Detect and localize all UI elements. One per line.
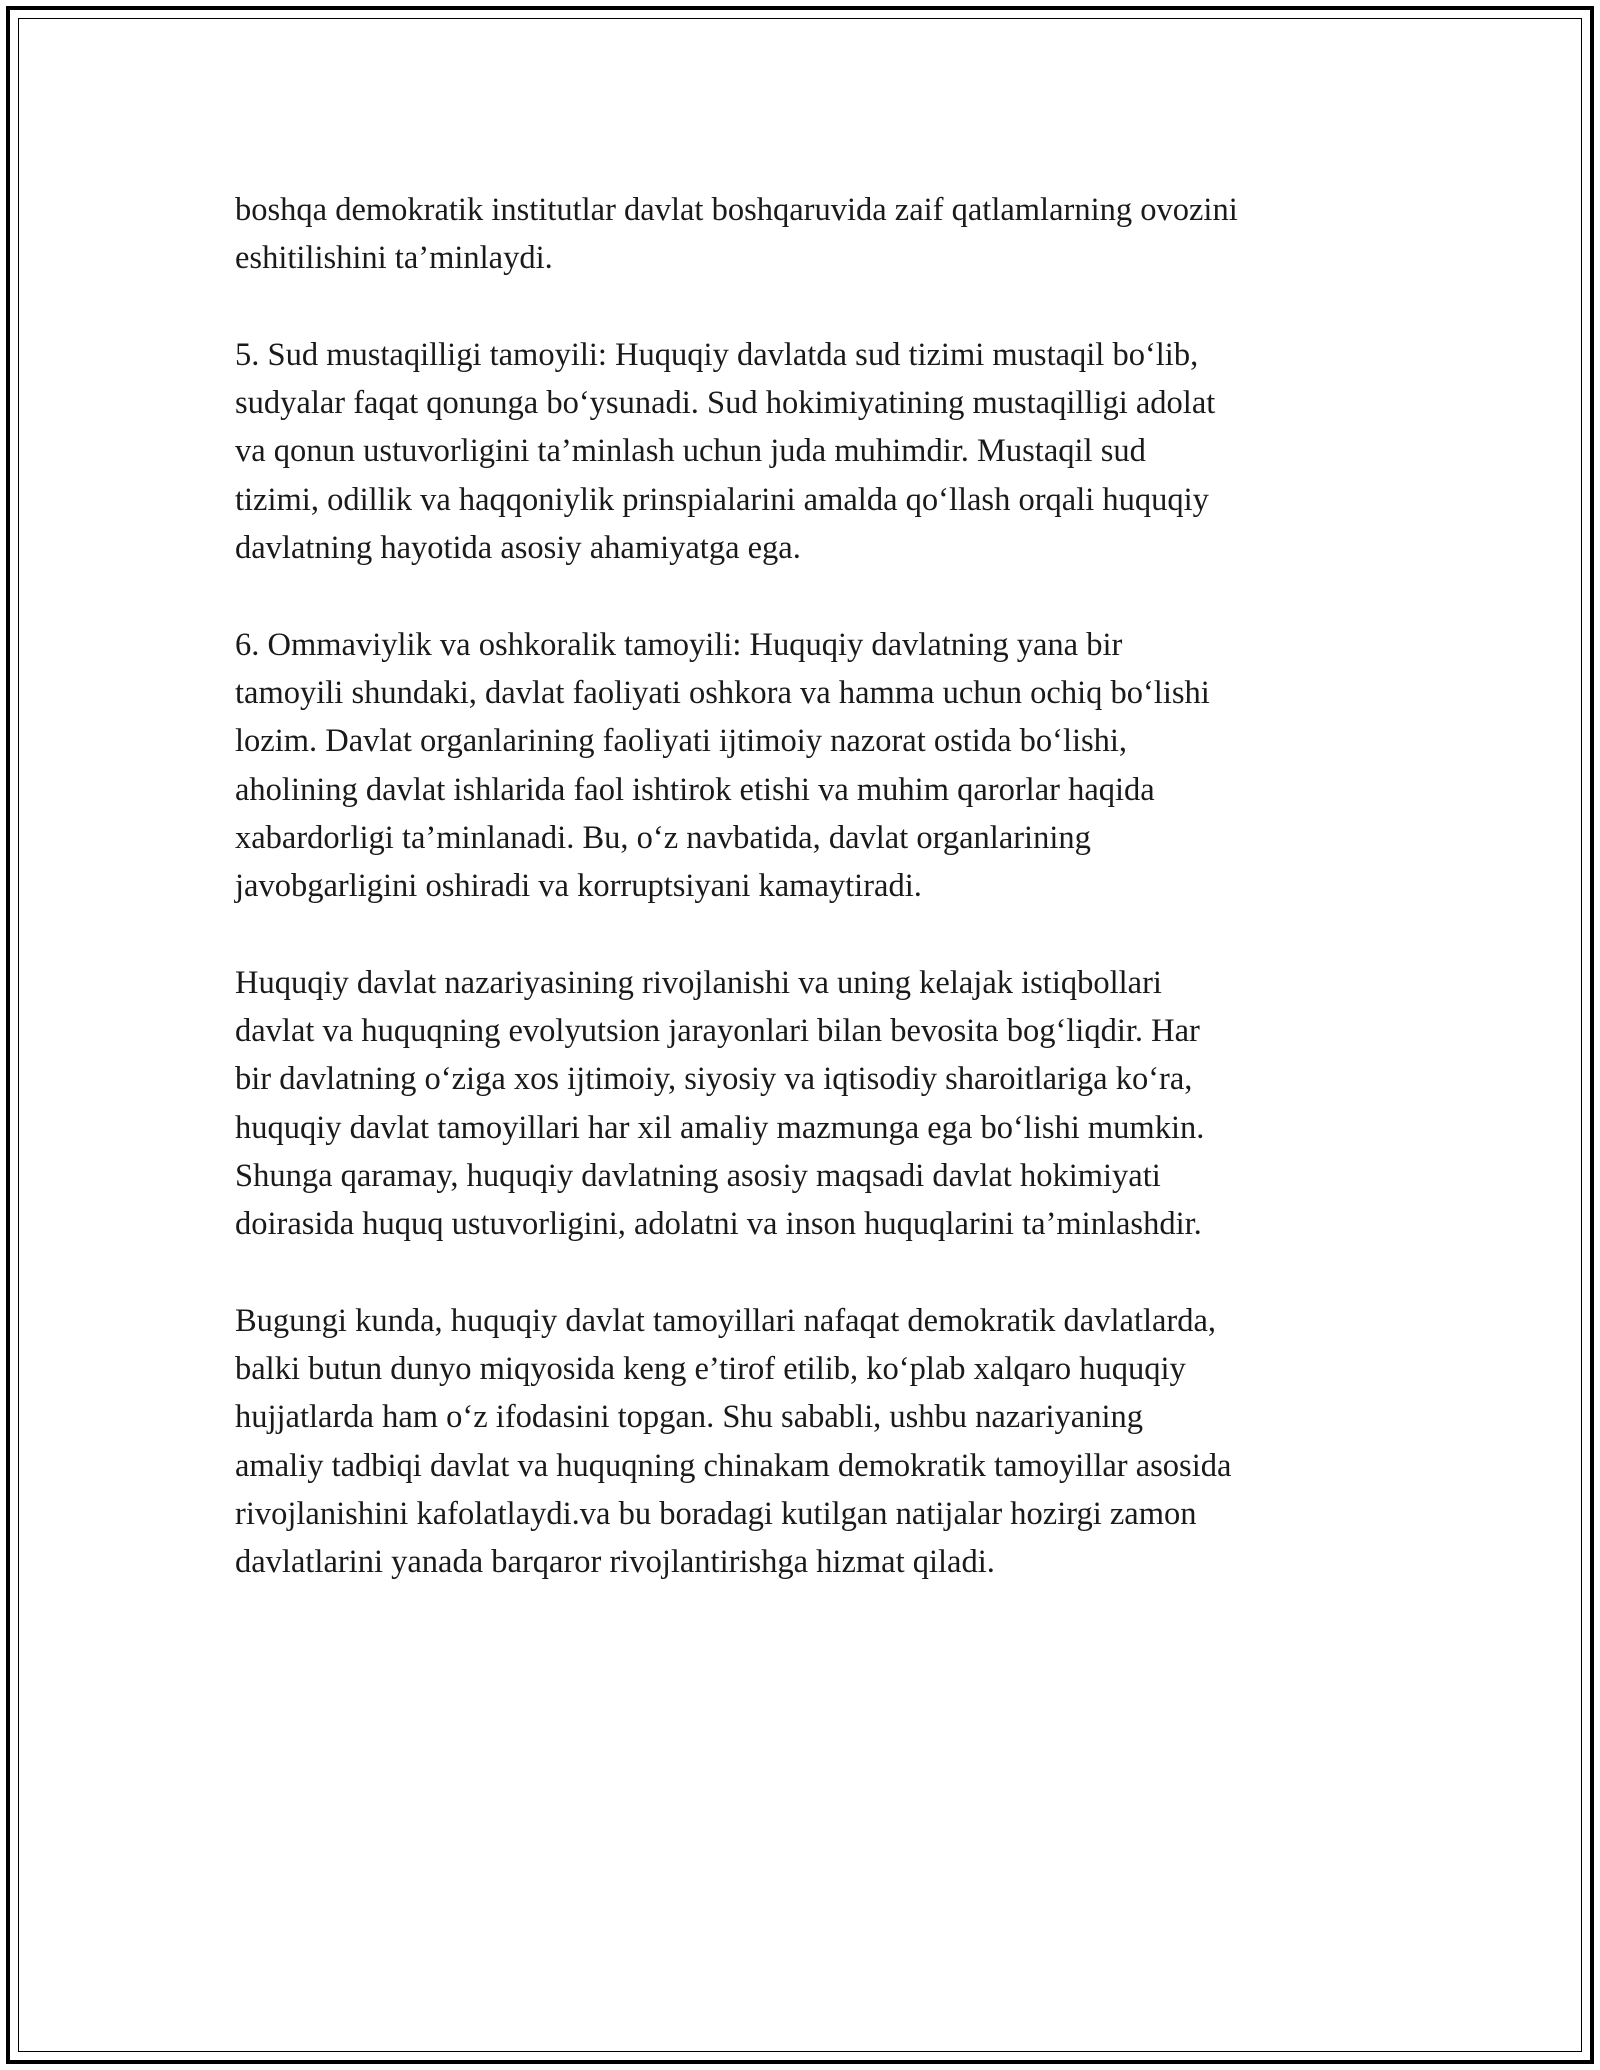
text-line: davlatlarini yanada barqaror rivojlantirishga hizmat qiladi. [235,1544,995,1581]
text-line: doirasida huquq ustuvorligini, adolatni va inson huquqlarini ta’minlashdir. [235,1206,1202,1243]
text-line: 5. Sud mustaqilligi tamoyili: Huquqiy davlatda sud tizimi mustaqil boʻlib, [235,336,1199,373]
paragraph-bugungi-kunda [235,1297,1375,1587]
text-line: hujjatlarda ham oʻz ifodasini topgan. Shu sababli, ushbu nazariyaning [235,1399,1143,1436]
paragraph-nazariya [235,959,1375,1249]
text-line: amaliy tadbiqi davlat va huquqning chinakam demokratik tamoyillar asosida [235,1447,1232,1484]
text-line: lozim. Davlat organlarining faoliyati ijtimoiy nazorat ostida boʻlishi, [235,723,1128,760]
text-line: javobgarligini oshiradi va korruptsiyani kamaytiradi. [235,868,922,905]
text-line: tamoyili shundaki, davlat faoliyati oshkora va hamma uchun ochiq boʻlishi [235,674,1210,711]
text-line: tizimi, odillik va haqqoniylik prinspialarini amalda qoʻllash orqali huquqiy [235,481,1209,518]
text-line: Huquqiy davlat nazariyasining rivojlanishi va uning kelajak istiqbollari [235,964,1162,1001]
text-line: rivojlanishini kafolatlaydi.va bu boradagi kutilgan natijalar hozirgi zamon [235,1496,1197,1533]
text-line: va qonun ustuvorligini ta’minlash uchun juda muhimdir. Mustaqil sud [235,433,1146,470]
text-line: davlatning hayotida asosiy ahamiyatga ega. [235,530,801,567]
text-line: eshitilishini ta’minlaydi. [235,240,553,277]
text-line: bir davlatning oʻziga xos ijtimoiy, siyosiy va iqtisodiy sharoitlariga koʻra, [235,1061,1193,1098]
text-line: xabardorligi ta’minlanadi. Bu, oʻz navbatida, davlat organlarining [235,819,1091,856]
paragraph-continuation [235,186,1375,283]
text-line: davlat va huquqning evolyutsion jarayonlari bilan bevosita bogʻliqdir. Har [235,1013,1200,1050]
text-line: huquqiy davlat tamoyillari har xil amaliy mazmunga ega boʻlishi mumkin. [235,1109,1205,1146]
text-line: aholining davlat ishlarida faol ishtirok etishi va muhim qarorlar haqida [235,771,1155,808]
text-line: Shunga qaramay, huquqiy davlatning asosiy maqsadi davlat hokimiyati [235,1157,1161,1194]
text-line: sudyalar faqat qonunga boʻysunadi. Sud hokimiyatining mustaqilligi adolat [235,385,1216,422]
text-line: Bugungi kunda, huquqiy davlat tamoyillari nafaqat demokratik davlatlarda, [235,1302,1217,1339]
paragraph-ommaviylik [235,621,1375,911]
text-line: 6. Ommaviylik va oshkoralik tamoyili: Huquqiy davlatning yana bir [235,626,1123,663]
text-line: balki butun dunyo miqyosida keng e’tirof etilib, koʻplab xalqaro huquqiy [235,1351,1186,1388]
text-line: boshqa demokratik institutlar davlat boshqaruvida zaif qatlamlarning ovozini [235,192,1238,228]
document-body [235,186,1375,1635]
paragraph-sud-mustaqilligi [235,331,1375,572]
